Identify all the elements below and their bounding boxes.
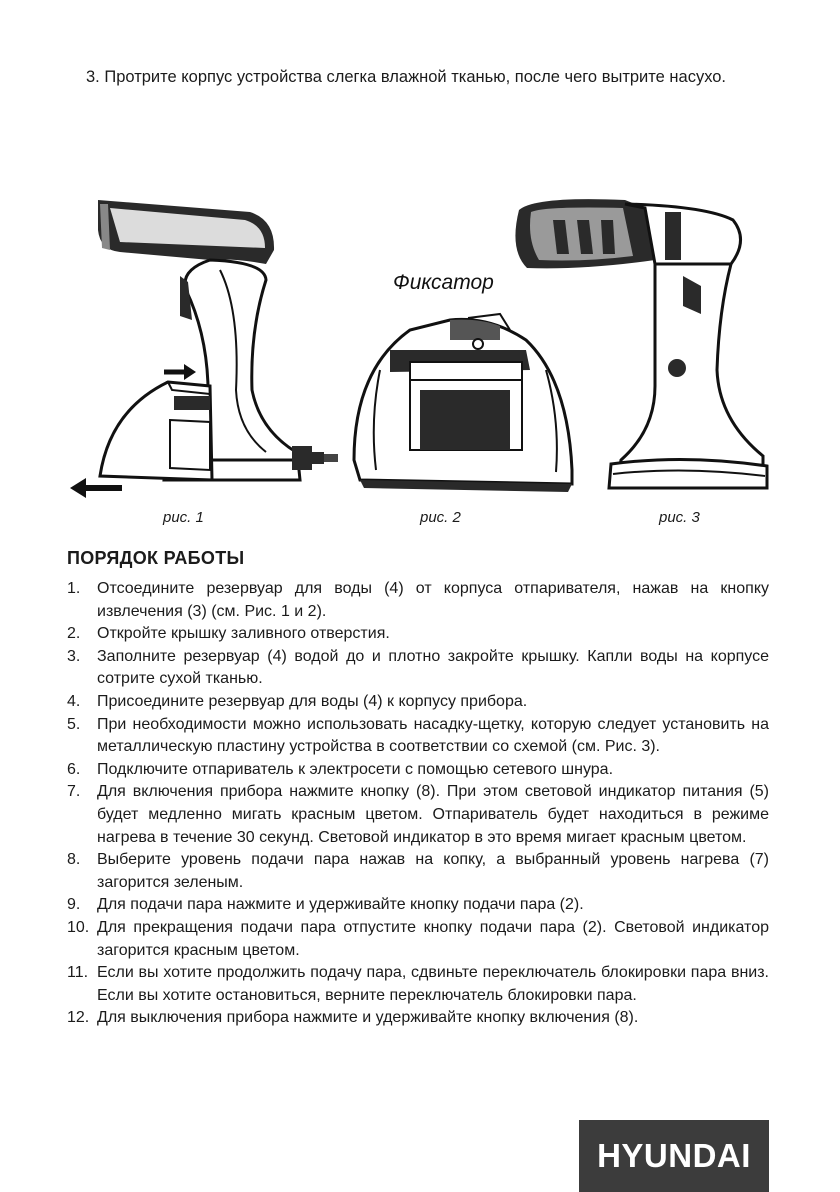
figure-3-caption: рис. 3 xyxy=(659,509,700,526)
step-text: Для прекращения подачи пара отпустите кнопку подачи пара (2). Световой индикатор загорится красным цветом. xyxy=(97,918,769,959)
step-number: 2. xyxy=(67,625,81,643)
step-number: 11. xyxy=(67,964,89,982)
figure-1-steamer-side xyxy=(60,190,360,510)
step-text: Подключите отпариватель к электросети с помощью сетевого шнура. xyxy=(97,760,614,778)
list-item xyxy=(67,759,769,782)
step-text: Выберите уровень подачи пара нажав на копку, а выбранный уровень нагрева (7) загорится зеленым. xyxy=(97,851,769,891)
intro-paragraph: 3. Протрите корпус устройства слегка влажной тканью, после чего вытрите насухо. xyxy=(86,68,727,86)
step-text: Откройте крышку заливного отверстия. xyxy=(97,625,390,643)
figure-3-steamer-brush xyxy=(505,190,785,510)
list-item xyxy=(67,714,769,759)
step-text: Присоедините резервуар для воды (4) к корпусу прибора. xyxy=(97,692,528,710)
step-text: Для включения прибора нажмите кнопку (8). При этом световой индикатор питания (5) будет медленно мигать красным цветом. Отпариватель будет находиться в режиме нагрева в течение 30 секунд. Световой индикатор в это время мигает красным цветом. xyxy=(97,783,769,846)
list-item xyxy=(67,691,769,714)
brand-logo: HYUNDAI xyxy=(579,1120,769,1192)
list-item xyxy=(67,917,769,962)
step-number: 12. xyxy=(67,1009,90,1027)
figure-2-caption: рис. 2 xyxy=(420,509,461,526)
step-number: 9. xyxy=(67,896,81,914)
step-number: 8. xyxy=(67,851,81,869)
step-text: При необходимости можно использовать насадку-щетку, которую следует установить на металлическую пластину устройства в соответствии со схемой (см. Рис. 3). xyxy=(97,715,769,756)
list-item xyxy=(67,578,769,623)
list-item xyxy=(67,646,769,691)
section-title: ПОРЯДОК РАБОТЫ xyxy=(67,548,245,568)
step-number: 7. xyxy=(67,783,81,801)
step-text: Для выключения прибора нажмите и удерживайте кнопку включения (8). xyxy=(97,1009,639,1027)
step-number: 1. xyxy=(67,580,81,597)
list-item xyxy=(67,849,769,894)
fixator-label: Фиксатор xyxy=(393,271,494,294)
step-text: Если вы хотите продолжить подачу пара, сдвиньте переключатель блокировки пара вниз. Если вы хотите остановиться, верните переключатель блокировки пара. xyxy=(97,964,769,1004)
step-text: Заполните резервуар (4) водой до и плотно закройте крышку. Капли воды на корпусе сотрите сухой тканью. xyxy=(97,647,769,688)
step-number: 6. xyxy=(67,760,81,778)
step-number: 3. xyxy=(67,647,81,665)
step-text: Для подачи пара нажмите и удерживайте кнопку подачи пара (2). xyxy=(97,896,584,914)
figure-1-caption: рис. 1 xyxy=(163,509,204,526)
step-number: 10. xyxy=(67,918,90,936)
step-number: 4. xyxy=(67,692,81,710)
list-item xyxy=(67,781,769,849)
list-item xyxy=(67,962,769,1007)
step-number: 5. xyxy=(67,715,81,733)
list-item xyxy=(67,1007,769,1030)
steps-list xyxy=(67,578,769,1030)
step-text: Отсоедините резервуар для воды (4) от корпуса отпаривателя, нажав на кнопку извлечения (3) (см. Рис. 1 и 2). xyxy=(97,580,769,620)
list-item xyxy=(67,623,769,646)
list-item xyxy=(67,894,769,917)
